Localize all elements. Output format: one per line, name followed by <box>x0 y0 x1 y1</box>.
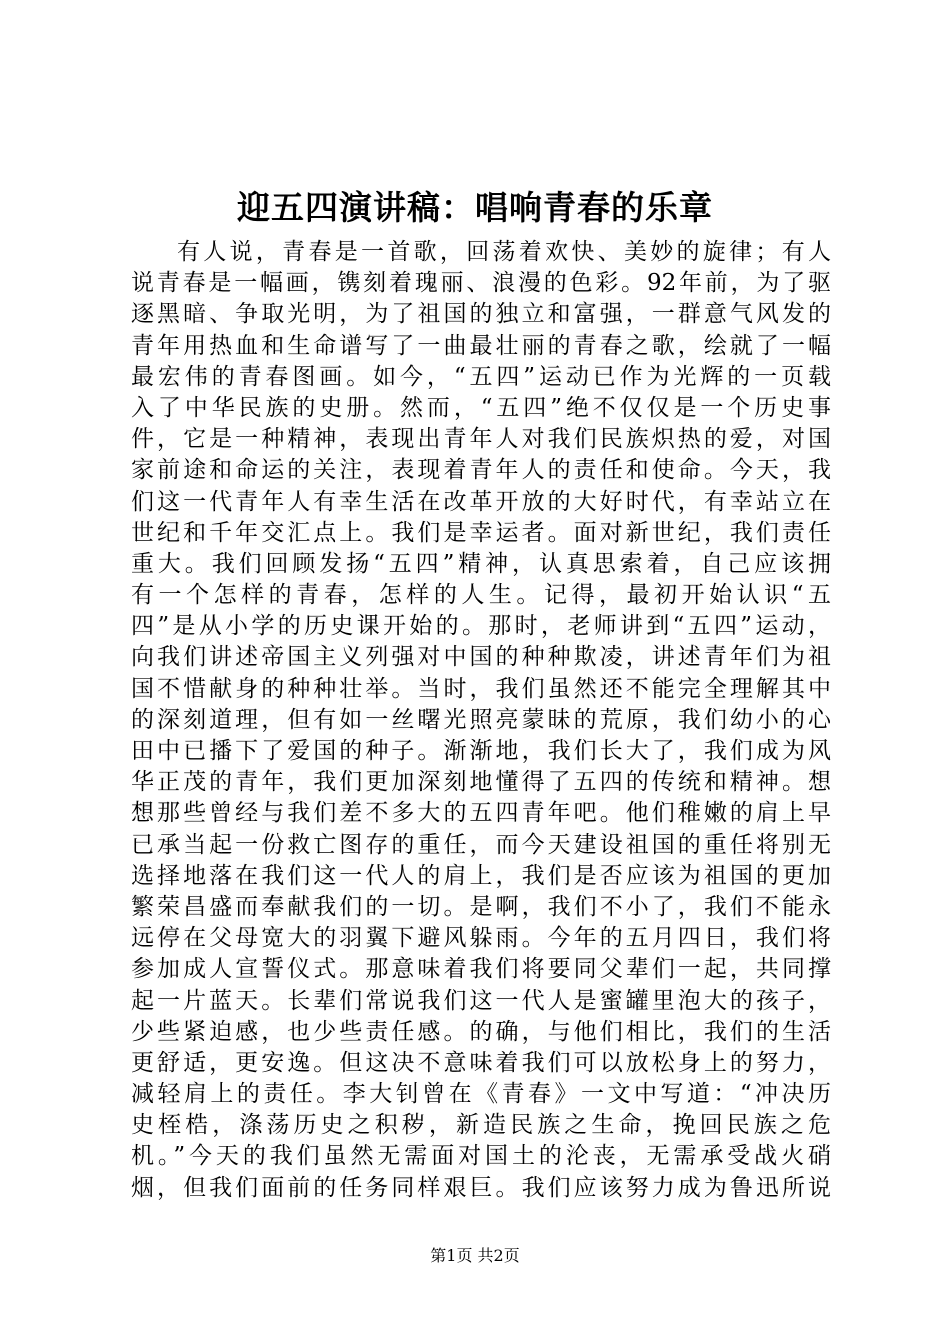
text-line: 史桎梏，涤荡历史之积秽，新造民族之生命，挽回民族之危 <box>131 1112 831 1139</box>
text-line: 重大。我们回顾发扬“五四”精神，认真思索着，自己应该拥 <box>131 550 831 577</box>
text-line: 入了中华民族的史册。然而，“五四”绝不仅仅是一个历史事 <box>131 394 831 421</box>
text-line: 减轻肩上的责任。李大钊曾在《青春》一文中写道：“冲决历 <box>131 1081 831 1108</box>
text-line: 参加成人宣誓仪式。那意味着我们将要同父辈们一起，共同撑 <box>131 956 831 983</box>
page-footer: 第1页 共2页 <box>430 1246 520 1265</box>
text-line: 逐黑暗、争取光明，为了祖国的独立和富强，一群意气风发的 <box>131 301 831 328</box>
text-line: 机。”今天的我们虽然无需面对国土的沦丧，无需承受战火硝 <box>131 1143 831 1170</box>
text-line: 华正茂的青年，我们更加深刻地懂得了五四的传统和精神。想 <box>131 769 831 796</box>
text-line: 田中已播下了爱国的种子。渐渐地，我们长大了，我们成为风 <box>131 738 831 764</box>
text-line: 远停在父母宽大的羽翼下避风躲雨。今年的五月四日，我们将 <box>131 925 831 952</box>
text-line: 世纪和千年交汇点上。我们是幸运者。面对新世纪，我们责任 <box>131 519 831 546</box>
text-line: 繁荣昌盛而奉献我们的一切。是啊，我们不小了，我们不能永 <box>131 893 831 920</box>
text-line: 有一个怎样的青春，怎样的人生。记得，最初开始认识“五 <box>131 582 831 609</box>
text-line: 更舒适，更安逸。但这决不意味着我们可以放松身上的努力， <box>131 1049 831 1076</box>
text-line: 烟，但我们面前的任务同样艰巨。我们应该努力成为鲁迅所说 <box>131 1174 831 1201</box>
document-title: 迎五四演讲稿：唱响青春的乐章 <box>237 188 713 227</box>
text-line: 四”是从小学的历史课开始的。那时，老师讲到“五四”运动， <box>131 613 831 640</box>
text-line: 件，它是一种精神，表现出青年人对我们民族炽热的爱，对国 <box>131 426 831 453</box>
text-line: 少些紧迫感，也少些责任感。的确，与他们相比，我们的生活 <box>131 1018 831 1045</box>
text-line: 选择地落在我们这一代人的肩上，我们是否应该为祖国的更加 <box>131 862 831 889</box>
text-line: 青年用热血和生命谱写了一曲最壮丽的青春之歌，绘就了一幅 <box>131 332 831 359</box>
text-line: 们这一代青年人有幸生活在改革开放的大好时代，有幸站立在 <box>131 488 831 515</box>
text-line: 想那些曾经与我们差不多大的五四青年吧。他们稚嫩的肩上早 <box>131 800 831 827</box>
body-paragraph <box>131 237 831 1204</box>
text-line: 已承当起一份救亡图存的重任，而今天建设祖国的重任将别无 <box>131 831 831 858</box>
text-line: 起一片蓝天。长辈们常说我们这一代人是蜜罐里泡大的孩子， <box>131 987 831 1014</box>
text-line: 说青春是一幅画，镌刻着瑰丽、浪漫的色彩。92年前，为了驱 <box>131 270 831 297</box>
text-line: 的深刻道理，但有如一丝曙光照亮蒙昧的荒原，我们幼小的心 <box>131 706 831 733</box>
text-line: 向我们讲述帝国主义列强对中国的种种欺凌，讲述青年们为祖 <box>131 644 831 671</box>
text-line: 有人说，青春是一首歌，回荡着欢快、美妙的旋律；有人 <box>177 239 831 265</box>
text-line: 最宏伟的青春图画。如今，“五四”运动已作为光辉的一页载 <box>131 363 831 390</box>
text-line: 家前途和命运的关注，表现着青年人的责任和使命。今天，我 <box>131 457 831 484</box>
text-line: 国不惜献身的种种壮举。当时，我们虽然还不能完全理解其中 <box>131 675 831 702</box>
